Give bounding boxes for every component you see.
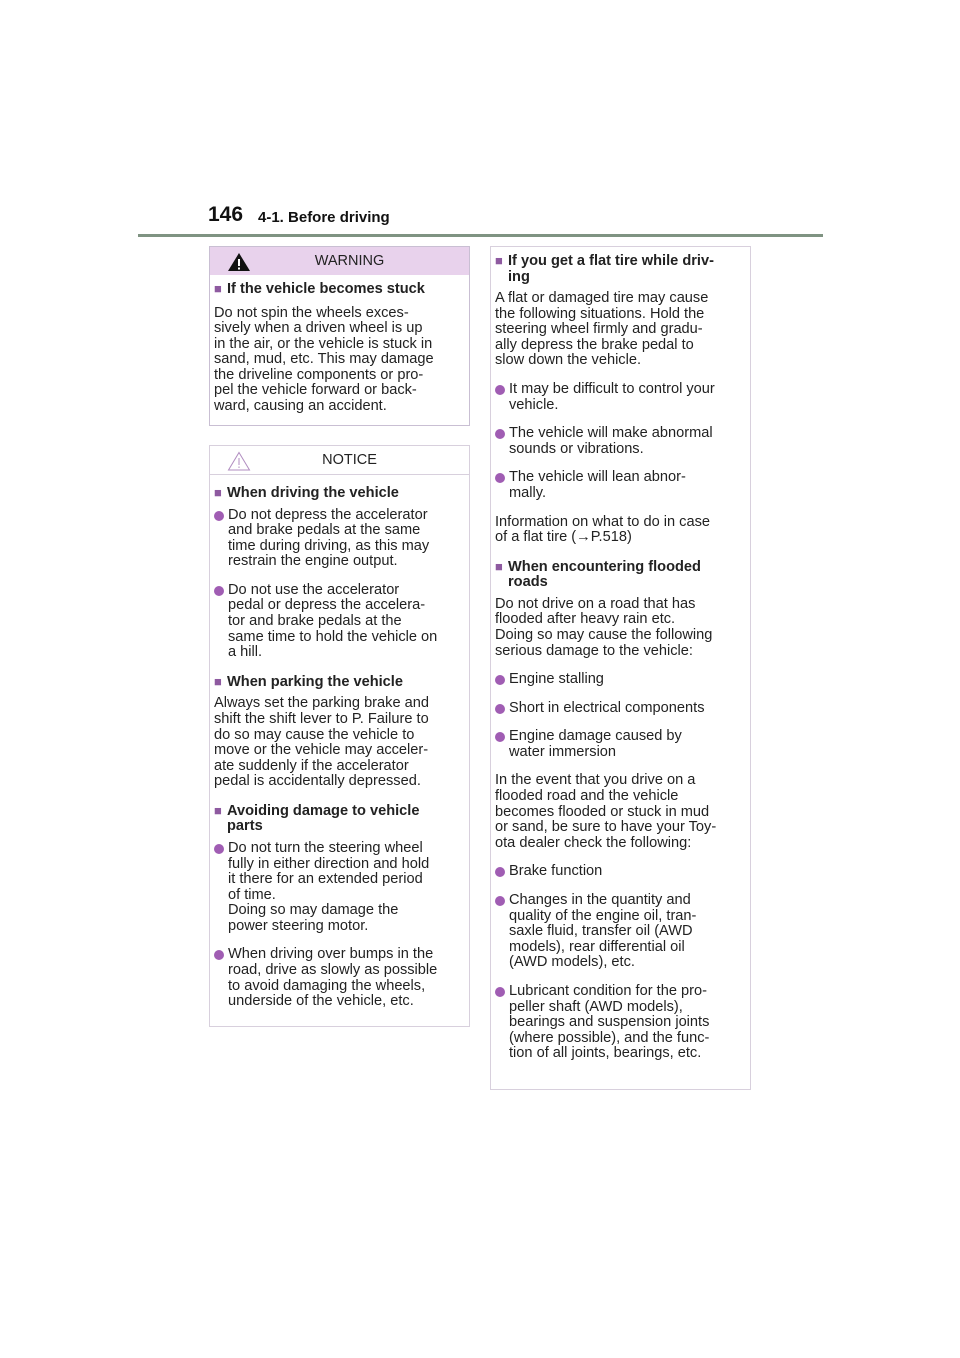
notice-label: NOTICE — [322, 452, 377, 468]
notice-box — [209, 445, 470, 1027]
square-bullet-icon: ■ — [495, 253, 503, 268]
flooded-roads-text: Do not drive on a road that has flooded after heavy rain etc. Doing so may cause the following serious damage to the vehicle: — [495, 595, 713, 659]
flat-tire-text: A flat or damaged tire may cause the following situations. Hold the steering wheel firmly and gradu- ally depress the brake pedal to slow down the vehicle. — [495, 290, 709, 369]
flooded-bullet: Engine damage caused by water immersion — [495, 729, 746, 760]
warning-text: Do not spin the wheels exces- sively when a driven wheel is up in the air, or the vehicle is stuck in sand, mud, etc. This may damage the driveline components or pro- pel the vehicle forward or back- ward, causing an accident. — [214, 304, 434, 415]
flooded-roads-subheading: ■ When encountering flooded roads — [495, 558, 701, 591]
bullet-dot-icon — [495, 385, 505, 395]
flat-tire-bullet: The vehicle will make abnormal sounds or vibrations. — [495, 426, 746, 457]
warning-subheading: ■ If the vehicle becomes stuck — [214, 281, 425, 297]
square-bullet-icon: ■ — [214, 673, 222, 689]
notice-parking-text: Always set the parking brake and shift the shift lever to P. Failure to do so may cause the vehicle to move or the vehicle may acceler- ate suddenly if the accelerator pedal is accidentally depressed. — [214, 695, 429, 790]
notice-subheading-parking: ■ When parking the vehicle — [214, 673, 403, 690]
flat-tire-subheading: ■ If you get a flat tire while driv- ing — [495, 253, 714, 285]
flat-tire-bullet: The vehicle will lean abnor- mally. — [495, 470, 746, 501]
bullet-dot-icon — [495, 896, 505, 906]
notice-header — [210, 446, 469, 475]
notice-bullet: Do not turn the steering wheel fully in either direction and hold it there for an extended period of time. Doing so may damage the power steering motor. — [214, 841, 465, 935]
notice-subheading-damage: ■ Avoiding damage to vehicle parts — [214, 802, 420, 835]
notice-bullet: When driving over bumps in the road, drive as slowly as possible to avoid damaging the wheels, underside of the vehicle, etc. — [214, 947, 465, 1009]
check-bullet: Lubricant condition for the pro- peller shaft (AWD models), bearings and suspension joints (where possible), and the func- tion of all joints, bearings, etc. — [495, 984, 746, 1062]
bullet-dot-icon — [214, 844, 224, 854]
warning-header — [210, 247, 469, 275]
flooded-check-text: In the event that you drive on a flooded road and the vehicle becomes flooded or stuck in mud or sand, be sure to have your Toy- ota dealer check the following: — [495, 772, 717, 851]
flat-tire-reference: Information on what to do in case of a flat tire (→P.518) — [495, 513, 710, 546]
warning-label: WARNING — [314, 253, 385, 269]
square-bullet-icon: ■ — [214, 802, 222, 818]
notice-bullet: Do not depress the accelerator and brake pedals at the same time during driving, as this may restrain the engine output. — [214, 508, 465, 570]
notice-subheading-driving: ■ When driving the vehicle — [214, 485, 399, 501]
square-bullet-icon: ■ — [214, 281, 222, 296]
flooded-bullet: Short in electrical components — [495, 701, 746, 717]
bullet-dot-icon — [495, 732, 505, 742]
bullet-dot-icon — [214, 511, 224, 521]
notice-body — [210, 475, 469, 1016]
bullet-dot-icon — [495, 675, 505, 685]
flat-tire-bullet: It may be difficult to control your vehicle. — [495, 382, 746, 413]
bullet-dot-icon — [214, 586, 224, 596]
square-bullet-icon: ■ — [214, 485, 222, 500]
check-bullet: Brake function — [495, 864, 746, 880]
header-rule — [138, 234, 823, 237]
bullet-dot-icon — [495, 987, 505, 997]
warning-box — [209, 246, 470, 426]
notice-box-continued — [490, 246, 751, 1090]
bullet-dot-icon — [214, 950, 224, 960]
bullet-dot-icon — [495, 867, 505, 877]
warning-body — [210, 275, 469, 434]
notice-bullet: Do not use the accelerator pedal or depress the accelera- tor and brake pedals at the same time to hold the vehicle on a hill. — [214, 583, 465, 661]
check-bullet: Changes in the quantity and quality of the engine oil, tran- saxle fluid, transfer oil (AWD models), rear differential oil (AWD models), etc. — [495, 893, 746, 971]
bullet-dot-icon — [495, 429, 505, 439]
flooded-bullet: Engine stalling — [495, 672, 746, 688]
page-number: 146 — [208, 203, 244, 226]
bullet-dot-icon — [495, 704, 505, 714]
section-title: 4-1. Before driving — [258, 209, 390, 226]
bullet-dot-icon — [495, 473, 505, 483]
square-bullet-icon: ■ — [495, 558, 503, 574]
continued-body — [491, 247, 750, 1068]
